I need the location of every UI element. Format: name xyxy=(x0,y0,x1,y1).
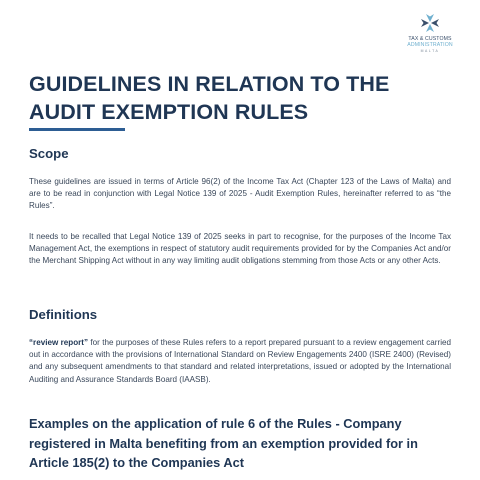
definition-review-report xyxy=(29,337,451,386)
scope-paragraph-2: It needs to be recalled that Legal Notice 139 of 2025 seeks in part to recognise, for the purposes of the Income Tax Management Act, the exemptions in respect of statutory audit requirements provided for by the Companies Act and/or the Merchant Shipping Act without in any way limiting audit obligations stemming from those Acts or any other Acts. xyxy=(29,232,451,266)
definition-term: “review report” xyxy=(29,338,89,347)
logo-text-line3: MALTA xyxy=(420,49,440,53)
scope-heading: Scope xyxy=(29,146,69,161)
scope-paragraph-1: These guidelines are issued in terms of Article 96(2) of the Income Tax Act (Chapter 123 of the Laws of Malta) and are to be read in conjunction with Legal Notice 139 of 2025 - Audit Exemption Rules, hereinafter referred to as “the Rules”. xyxy=(29,177,451,211)
logo-text-line1: TAX & CUSTOMS xyxy=(408,36,452,42)
definition-text: for the purposes of these Rules refers to a report prepared pursuant to a review engagement carried out in accordance with the provisions of International Standard on Review Engagements 2400 (ISRE 2400) (Revised) and any subsequent amendments to that standard and related interpretations, issued or adopted by the International Auditing and Assurance Standards Board (IAASB). xyxy=(29,338,451,384)
maltese-cross-icon xyxy=(419,12,441,34)
page-title: GUIDELINES IN RELATION TO THE AUDIT EXEMPTION RULES xyxy=(29,72,390,124)
examples-heading: Examples on the application of rule 6 of the Rules - Company registered in Malta benefiting from an exemption provided for in Article 185(2) to the Companies Act xyxy=(29,416,418,470)
tca-logo xyxy=(398,12,462,54)
title-accent-rule xyxy=(29,128,125,131)
logo-text-line2: ADMINISTRATION xyxy=(407,42,453,48)
definitions-heading: Definitions xyxy=(29,307,98,322)
